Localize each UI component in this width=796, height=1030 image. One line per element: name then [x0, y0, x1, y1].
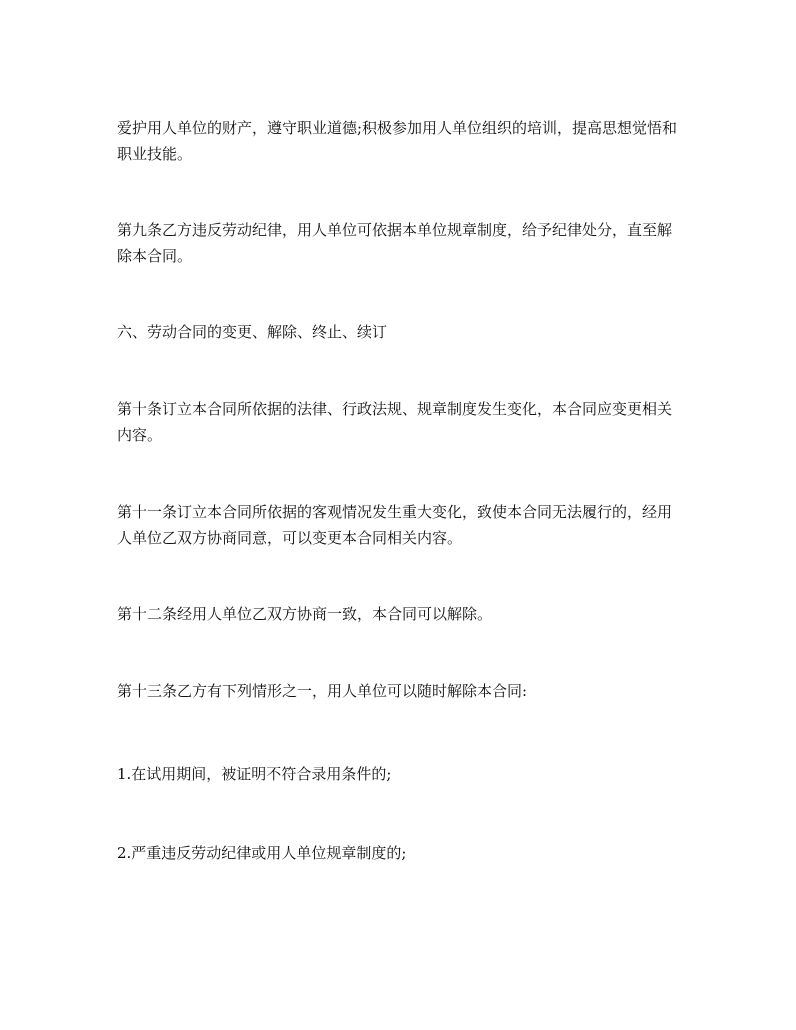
list-item-2: 2.严重违反劳动纪律或用人单位规章制度的;: [117, 844, 407, 862]
section-heading-6: 六、劳动合同的变更、解除、终止、续订: [117, 323, 388, 341]
list-item-1: 1.在试用期间，被证明不符合录用条件的;: [117, 765, 392, 783]
paragraph-article-9: 第九条乙方违反劳动纪律，用人单位可依据本单位规章制度，给予纪律处分，直至解除本合同。: [117, 221, 673, 265]
paragraph-property-duty: 爱护用人单位的财产，遵守职业道德;积极参加用人单位组织的培训，提高思想觉悟和职业技能。: [117, 119, 678, 163]
paragraph-article-12: 第十二条经用人单位乙双方协商一致，本合同可以解除。: [117, 605, 493, 623]
paragraph-article-11: 第十一条订立本合同所依据的客观情况发生重大变化，致使本合同无法履行的，经用人单位乙双方协商同意，可以变更本合同相关内容。: [117, 503, 673, 547]
paragraph-article-13: 第十三条乙方有下列情形之一，用人单位可以随时解除本合同:: [117, 682, 528, 700]
paragraph-article-10: 第十条订立本合同所依据的法律、行政法规、规章制度发生变化，本合同应变更相关内容。: [117, 400, 673, 444]
